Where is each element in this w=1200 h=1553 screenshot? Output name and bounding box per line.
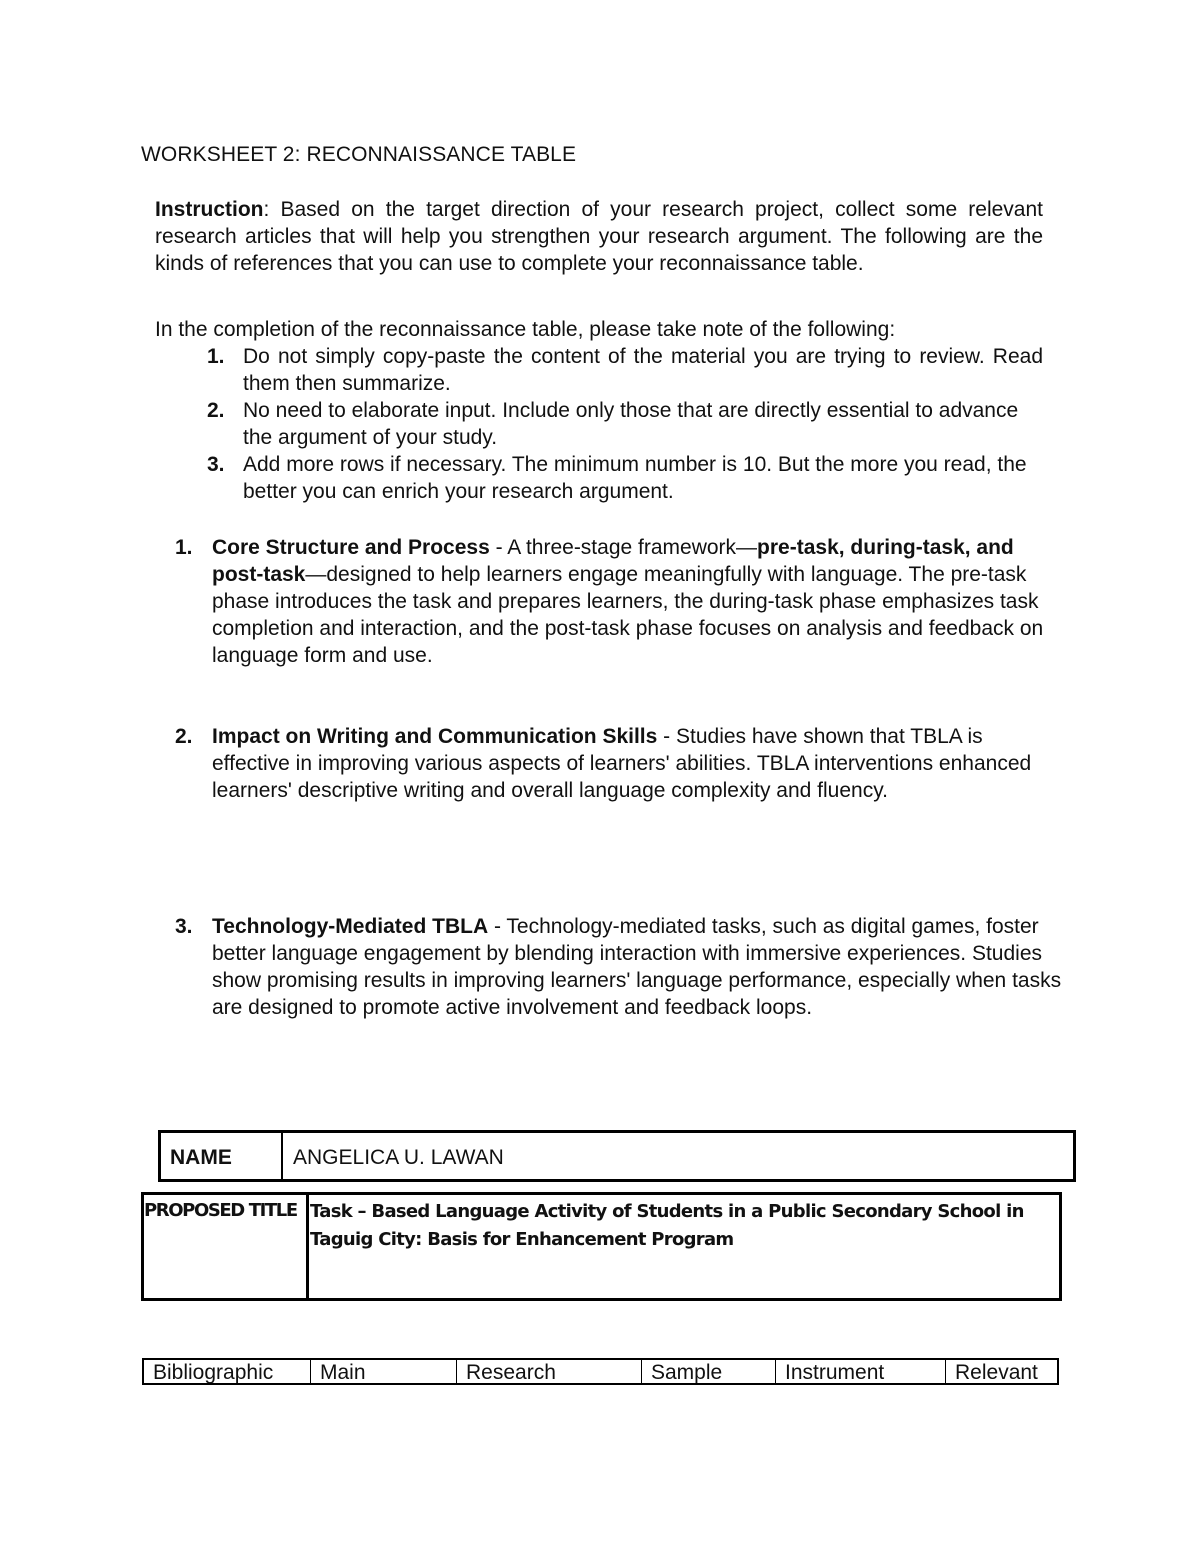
topic-item xyxy=(175,534,1065,669)
header-cell-bibliographic: Bibliographic xyxy=(144,1360,311,1383)
topic-item xyxy=(175,723,1065,804)
note-text: Do not simply copy-paste the content of the material you are trying to review. Read them then summarize. xyxy=(243,345,1043,395)
note-number: 2. xyxy=(207,399,225,422)
note-item xyxy=(207,451,1043,505)
note-text: Add more rows if necessary. The minimum number is 10. But the more you read, the better you can enrich your research argument. xyxy=(243,453,1027,503)
header-cell-sample: Sample xyxy=(642,1360,776,1383)
topic-separator: - A three-stage framework— xyxy=(489,536,758,559)
topic-bold-phrase: pre-task, during-task, and post-task xyxy=(212,536,1014,586)
topic-number: 2. xyxy=(175,725,193,748)
instruction-text: : Based on the target direction of your research project, collect some relevant research articles that will help you strengthen your research argument. The following are the kinds of references that you can use to complete your reconnaissance table. xyxy=(155,198,1043,275)
topic-body: —designed to help learners engage meaningfully with language. The pre-task phase introduces the task and prepares learners, the during-task phase emphasizes task completion and interaction, and the post-task phase focuses on analysis and feedback on language form and use. xyxy=(212,563,1044,667)
header-cell-instrument: Instrument xyxy=(776,1360,946,1383)
header-cell-relevant: Relevant xyxy=(955,1361,1038,1383)
topic-heading: Core Structure and Process xyxy=(212,536,490,559)
topic-number: 1. xyxy=(175,536,193,559)
instruction-paragraph xyxy=(155,196,1043,277)
note-text: No need to elaborate input. Include only those that are directly essential to advance the argument of your study. xyxy=(243,399,1019,449)
proposed-title-value: Task – Based Language Activity of Students in a Public Secondary School in Taguig City: Basis for Enhancement Program xyxy=(310,1201,1024,1250)
topic-separator: - xyxy=(488,915,507,938)
topic-body: Studies have shown that TBLA is effective in improving various aspects of learners' abilities. TBLA interventions enhanced learners' descriptive writing and overall language complexity and fluency. xyxy=(212,725,1032,802)
note-number: 3. xyxy=(207,453,225,476)
proposed-title-table xyxy=(141,1192,1062,1301)
notes-intro: In the completion of the reconnaissance table, please take note of the following: xyxy=(155,318,896,341)
worksheet-title: WORKSHEET 2: RECONNAISSANCE TABLE xyxy=(141,143,577,166)
note-item xyxy=(207,343,1043,397)
topic-heading: Impact on Writing and Communication Skills xyxy=(212,725,658,748)
topic-separator: - xyxy=(657,725,676,748)
proposed-title-label: PROPOSED TITLE xyxy=(144,1195,309,1298)
name-table xyxy=(158,1130,1076,1182)
instruction-label: Instruction xyxy=(155,198,264,221)
notes-list xyxy=(207,343,1043,505)
name-value: ANGELICA U. LAWAN xyxy=(293,1146,504,1169)
topic-heading: Technology-Mediated TBLA xyxy=(212,915,489,938)
note-item xyxy=(207,397,1043,451)
header-cell-research: Research xyxy=(457,1360,642,1383)
reconnaissance-table-header xyxy=(142,1358,1059,1385)
name-label: NAME xyxy=(161,1133,283,1179)
note-number: 1. xyxy=(207,345,225,368)
topic-number: 3. xyxy=(175,915,193,938)
topic-item xyxy=(175,913,1065,1021)
topic-body: Technology-mediated tasks, such as digital games, foster better language engagement by blending interaction with immersive experiences. Studies show promising results in improving learners' language performance, especially when tasks are designed to promote active involvement and feedback loops. xyxy=(212,915,1062,1019)
header-cell-main: Main xyxy=(311,1360,457,1383)
